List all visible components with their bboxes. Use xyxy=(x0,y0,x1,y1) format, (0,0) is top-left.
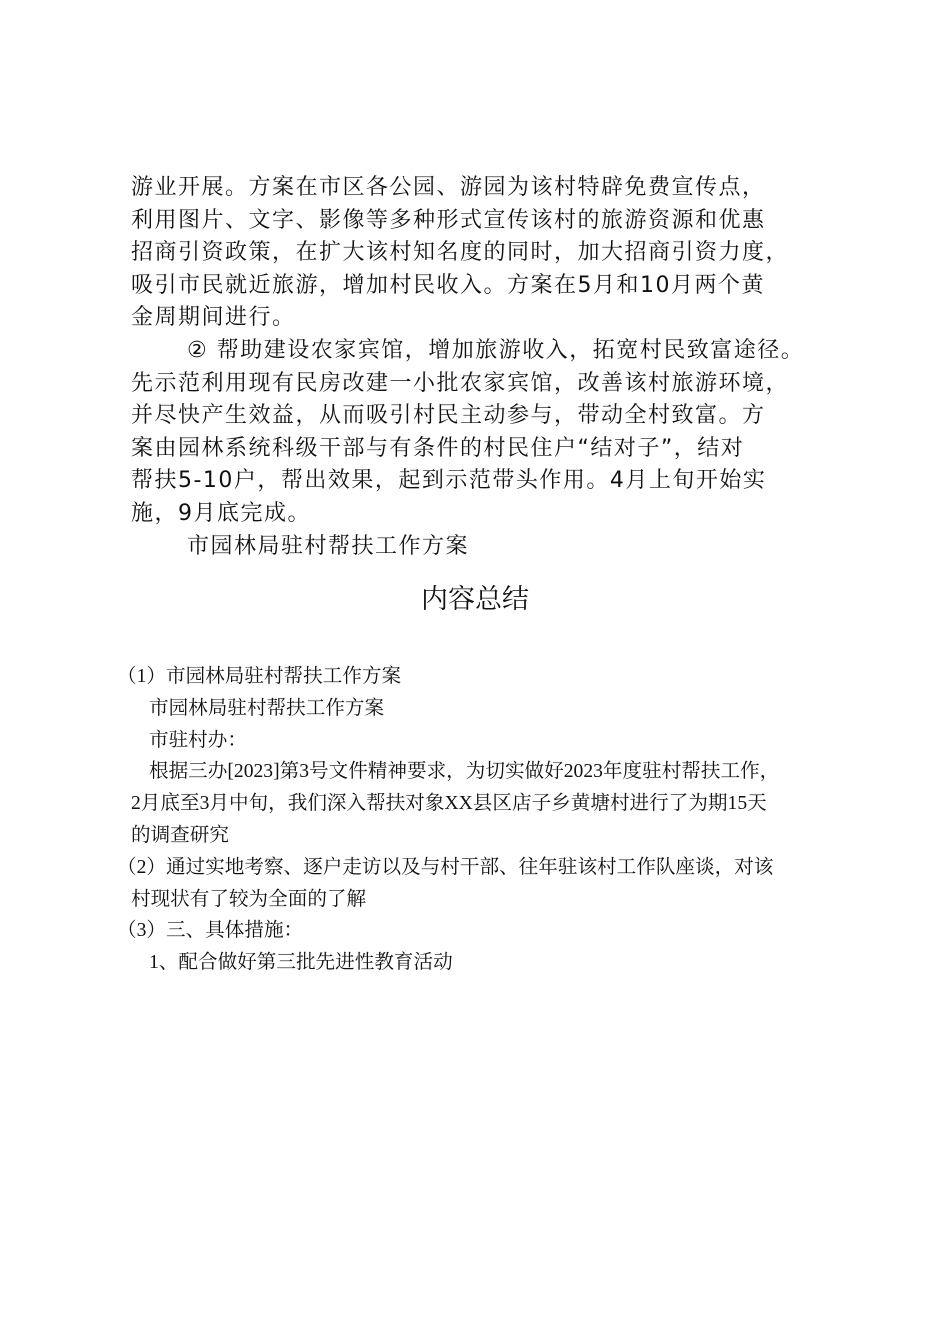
summary-line: 市园林局驻村帮扶工作方案 xyxy=(149,697,385,719)
body-line: 帮扶5-10户，帮出效果，起到示范带头作用。4月上旬开始实 xyxy=(131,468,767,494)
summary-section xyxy=(117,661,843,979)
summary-line: 市驻村办： xyxy=(149,729,247,751)
body-line: ② 帮助建设农家宾馆，增加旅游收入，拓宽村民致富途径。 xyxy=(187,337,805,363)
body-line: 利用图片、文字、影像等多种形式宣传该村的旅游资源和优惠 xyxy=(131,207,766,233)
summary-line: （2）通过实地考察、逐户走访以及与村干部、往年驻该村工作队座谈，对该 xyxy=(117,856,774,878)
body-line: 游业开展。方案在市区各公园、游园为该村特辟免费宣传点， xyxy=(131,175,766,200)
document-title-line: 市园林局驻村帮扶工作方案 xyxy=(187,533,470,559)
body-text xyxy=(131,172,843,563)
summary-line: 2月底至3月中旬，我们深入帮扶对象XX县区店子乡黄塘村进行了为期15天 xyxy=(131,793,767,815)
body-line: 并尽快产生效益，从而吸引村民主动参与，带动全村致富。方 xyxy=(131,403,766,429)
body-line: 施，9月底完成。 xyxy=(131,500,311,526)
summary-line: 1、配合做好第三批先进性教育活动 xyxy=(149,952,453,974)
summary-line: （3）三、具体措施： xyxy=(117,920,304,942)
summary-line: （1）市园林局驻村帮扶工作方案 xyxy=(117,666,402,687)
body-line: 招商引资政策，在扩大该村知名度的同时，加大招商引资力度， xyxy=(131,240,790,266)
summary-line: 的调查研究 xyxy=(131,824,229,846)
summary-line: 村现状有了较为全面的了解 xyxy=(131,888,367,910)
body-line: 吸引市民就近旅游，增加村民收入。方案在5月和10月两个黄 xyxy=(131,272,765,298)
body-line: 案由园林系统科级干部与有条件的村民住户“结对子”，结对 xyxy=(131,435,745,461)
body-line: 先示范利用现有民房改建一小批农家宾馆，改善该村旅游环境， xyxy=(131,370,790,396)
body-line: 金周期间进行。 xyxy=(131,305,296,331)
summary-line: 根据三办[2023]第3号文件精神要求，为切实做好2023年度驻村帮扶工作， xyxy=(149,761,780,783)
summary-heading: 内容总结 xyxy=(421,584,529,615)
